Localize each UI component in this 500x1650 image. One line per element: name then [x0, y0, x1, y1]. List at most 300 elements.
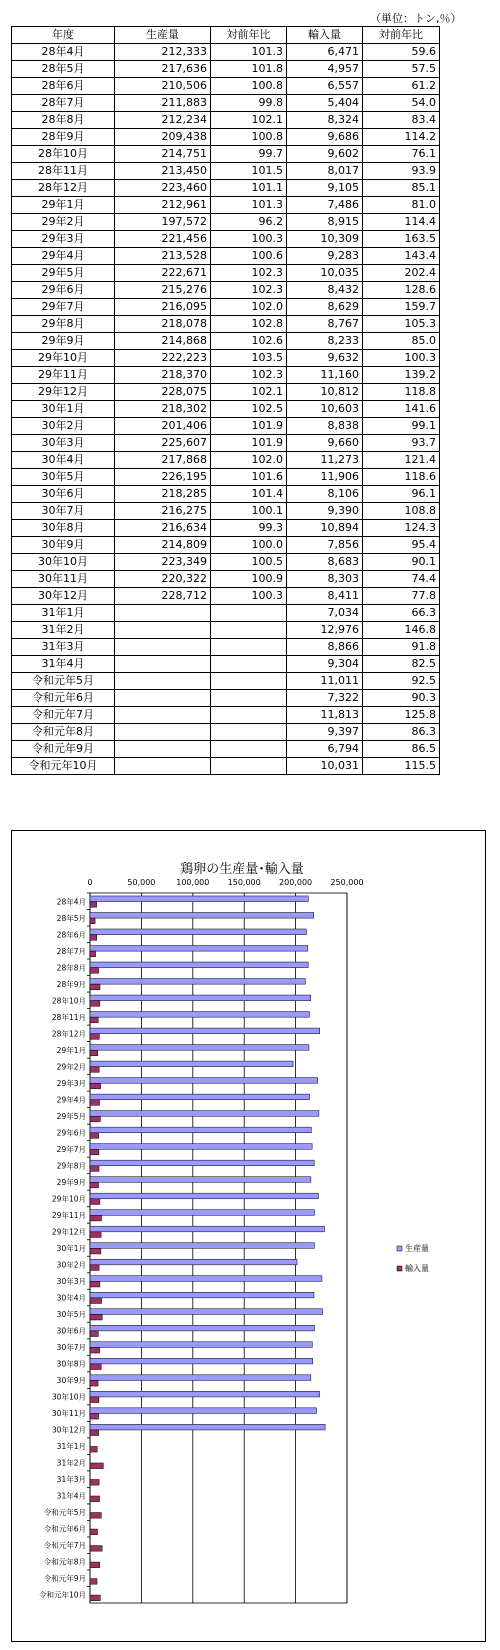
cell-import-yoy: 54.0	[363, 95, 440, 112]
cell-period: 29年11月	[12, 367, 115, 384]
cell-import: 8,683	[287, 554, 363, 571]
cell-production	[115, 639, 211, 656]
data-table	[11, 26, 440, 775]
cell-production-yoy: 101.3	[211, 44, 287, 61]
cell-production-yoy: 100.5	[211, 554, 287, 571]
cell-production-yoy: 100.8	[211, 129, 287, 146]
bar-import	[90, 1496, 100, 1502]
cell-production: 216,275	[115, 503, 211, 520]
category-label: 28年4月	[56, 897, 86, 907]
cell-period: 令和元年9月	[12, 741, 115, 758]
legend-swatch	[397, 1266, 402, 1271]
table-row	[12, 707, 440, 724]
bar-import	[90, 1265, 99, 1271]
table-row	[12, 78, 440, 95]
cell-period: 30年4月	[12, 452, 115, 469]
cell-import: 8,233	[287, 333, 363, 350]
x-tick-label: 0	[87, 878, 93, 887]
cell-import: 10,894	[287, 520, 363, 537]
category-label: 29年3月	[56, 1078, 86, 1088]
cell-import: 10,309	[287, 231, 363, 248]
bar-production	[90, 929, 306, 935]
cell-production: 228,712	[115, 588, 211, 605]
cell-import: 8,866	[287, 639, 363, 656]
category-label: 28年10月	[51, 996, 86, 1006]
cell-production-yoy	[211, 707, 287, 724]
cell-production: 222,671	[115, 265, 211, 282]
cell-production	[115, 741, 211, 758]
cell-production	[115, 724, 211, 741]
category-label: 令和元年7月	[43, 1541, 86, 1551]
bar-production	[90, 1325, 314, 1331]
cell-production-yoy: 102.3	[211, 265, 287, 282]
cell-production: 222,223	[115, 350, 211, 367]
table-row	[12, 622, 440, 639]
cell-period: 30年5月	[12, 469, 115, 486]
bar-import	[90, 1397, 99, 1403]
table-row	[12, 741, 440, 758]
cell-import-yoy: 202.4	[363, 265, 440, 282]
bar-import	[90, 1001, 100, 1007]
cell-import: 8,106	[287, 486, 363, 503]
cell-production: 212,333	[115, 44, 211, 61]
header-import: 輸入量	[287, 27, 363, 44]
table-row	[12, 401, 440, 418]
cell-import-yoy: 81.0	[363, 197, 440, 214]
category-label: 令和元年9月	[43, 1574, 86, 1584]
bar-production	[90, 1144, 312, 1150]
bar-import	[90, 1579, 97, 1585]
bar-import	[90, 1562, 100, 1568]
table-row	[12, 61, 440, 78]
cell-import-yoy: 114.2	[363, 129, 440, 146]
cell-import: 11,273	[287, 452, 363, 469]
cell-import-yoy: 66.3	[363, 605, 440, 622]
cell-import: 11,813	[287, 707, 363, 724]
cell-import-yoy: 163.5	[363, 231, 440, 248]
cell-production: 218,370	[115, 367, 211, 384]
cell-import-yoy: 83.4	[363, 112, 440, 129]
cell-period: 令和元年8月	[12, 724, 115, 741]
cell-production: 218,078	[115, 316, 211, 333]
cell-period: 28年6月	[12, 78, 115, 95]
bar-production	[90, 1028, 320, 1034]
cell-production	[115, 605, 211, 622]
cell-import: 9,397	[287, 724, 363, 741]
bar-production	[90, 1078, 318, 1084]
category-label: 30年8月	[56, 1359, 86, 1369]
cell-period: 28年11月	[12, 163, 115, 180]
cell-production-yoy: 99.3	[211, 520, 287, 537]
category-label: 28年12月	[51, 1029, 86, 1039]
cell-period: 31年4月	[12, 656, 115, 673]
x-tick-label: 150,000	[227, 878, 261, 887]
cell-production: 226,195	[115, 469, 211, 486]
cell-import-yoy: 86.3	[363, 724, 440, 741]
bar-production	[90, 1177, 311, 1183]
cell-import: 8,767	[287, 316, 363, 333]
header-production: 生産量	[115, 27, 211, 44]
cell-import-yoy: 96.1	[363, 486, 440, 503]
cell-production: 214,751	[115, 146, 211, 163]
cell-production	[115, 656, 211, 673]
cell-period: 29年7月	[12, 299, 115, 316]
cell-production-yoy: 102.5	[211, 401, 287, 418]
cell-production-yoy	[211, 673, 287, 690]
cell-period: 29年9月	[12, 333, 115, 350]
bar-production	[90, 1358, 313, 1364]
table-row	[12, 265, 440, 282]
cell-import: 9,632	[287, 350, 363, 367]
cell-period: 31年2月	[12, 622, 115, 639]
bar-production	[90, 962, 308, 968]
bar-import	[90, 918, 95, 924]
cell-production-yoy: 102.3	[211, 282, 287, 299]
bar-import	[90, 1529, 98, 1535]
bar-import	[90, 1331, 98, 1337]
cell-production-yoy: 100.6	[211, 248, 287, 265]
cell-import-yoy: 95.4	[363, 537, 440, 554]
bar-import	[90, 1034, 99, 1040]
bar-production	[90, 1012, 309, 1018]
bar-import	[90, 1149, 99, 1155]
cell-import-yoy: 121.4	[363, 452, 440, 469]
bar-production	[90, 1375, 311, 1381]
table-row	[12, 384, 440, 401]
bar-chart	[12, 831, 485, 1641]
bar-import	[90, 968, 99, 974]
cell-period: 29年10月	[12, 350, 115, 367]
bar-import	[90, 1479, 99, 1485]
cell-production-yoy: 102.1	[211, 112, 287, 129]
table-row	[12, 435, 440, 452]
category-label: 29年9月	[56, 1177, 86, 1187]
cell-import: 8,303	[287, 571, 363, 588]
category-label: 30年6月	[56, 1326, 86, 1336]
cell-production-yoy: 100.3	[211, 588, 287, 605]
table-row	[12, 44, 440, 61]
y-axis-categories	[39, 893, 90, 1600]
bar-import	[90, 1595, 100, 1601]
cell-import: 12,976	[287, 622, 363, 639]
cell-import: 6,794	[287, 741, 363, 758]
cell-import-yoy: 61.2	[363, 78, 440, 95]
cell-production-yoy: 101.4	[211, 486, 287, 503]
cell-import-yoy: 93.7	[363, 435, 440, 452]
category-label: 29年7月	[56, 1144, 86, 1154]
cell-period: 30年11月	[12, 571, 115, 588]
cell-import-yoy: 99.1	[363, 418, 440, 435]
category-label: 29年4月	[56, 1095, 86, 1105]
cell-import: 7,034	[287, 605, 363, 622]
cell-production-yoy	[211, 605, 287, 622]
category-label: 30年12月	[51, 1425, 86, 1435]
cell-period: 28年9月	[12, 129, 115, 146]
cell-production: 213,450	[115, 163, 211, 180]
table-row	[12, 129, 440, 146]
cell-import-yoy: 85.0	[363, 333, 440, 350]
cell-production	[115, 758, 211, 775]
bar-import	[90, 951, 96, 957]
cell-production: 218,302	[115, 401, 211, 418]
cell-production: 223,349	[115, 554, 211, 571]
bar-import	[90, 1083, 101, 1089]
bar-production	[90, 1193, 318, 1199]
cell-import-yoy: 57.5	[363, 61, 440, 78]
table-row	[12, 503, 440, 520]
cell-period: 30年6月	[12, 486, 115, 503]
table-row	[12, 469, 440, 486]
bar-production	[90, 1259, 297, 1265]
category-label: 31年3月	[56, 1475, 86, 1485]
legend-label: 生産量	[405, 1244, 429, 1253]
cell-production: 217,868	[115, 452, 211, 469]
bar-import	[90, 1133, 99, 1139]
cell-import: 8,838	[287, 418, 363, 435]
cell-import: 10,035	[287, 265, 363, 282]
cell-import: 10,603	[287, 401, 363, 418]
bar-import	[90, 1215, 101, 1221]
bar-import	[90, 1430, 99, 1436]
table-row	[12, 605, 440, 622]
table-row	[12, 333, 440, 350]
cell-period: 令和元年5月	[12, 673, 115, 690]
category-label: 29年6月	[56, 1128, 86, 1138]
cell-production	[115, 707, 211, 724]
cell-import: 9,304	[287, 656, 363, 673]
bar-production	[90, 995, 311, 1001]
cell-import: 5,404	[287, 95, 363, 112]
cell-import-yoy: 108.8	[363, 503, 440, 520]
table-body	[12, 44, 440, 775]
cell-import-yoy: 118.6	[363, 469, 440, 486]
cell-production-yoy: 99.8	[211, 95, 287, 112]
cell-period: 30年9月	[12, 537, 115, 554]
cell-production: 212,961	[115, 197, 211, 214]
bar-production	[90, 1292, 314, 1298]
table-row	[12, 163, 440, 180]
cell-period: 令和元年6月	[12, 690, 115, 707]
bar-production	[90, 1094, 310, 1100]
bar-import	[90, 1413, 99, 1419]
cell-import: 11,160	[287, 367, 363, 384]
cell-production: 197,572	[115, 214, 211, 231]
cell-production-yoy: 101.1	[211, 180, 287, 197]
table-row	[12, 758, 440, 775]
cell-period: 28年8月	[12, 112, 115, 129]
table-row	[12, 571, 440, 588]
cell-import: 7,486	[287, 197, 363, 214]
cell-production	[115, 673, 211, 690]
category-label: 28年7月	[56, 946, 86, 956]
cell-production-yoy: 102.8	[211, 316, 287, 333]
legend-swatch	[397, 1246, 402, 1251]
category-label: 令和元年8月	[43, 1557, 86, 1567]
category-label: 28年11月	[51, 1012, 86, 1022]
category-label: 30年3月	[56, 1277, 86, 1287]
category-label: 令和元年10月	[38, 1590, 86, 1600]
category-label: 30年11月	[51, 1409, 86, 1419]
category-label: 31年1月	[56, 1442, 86, 1452]
cell-production	[115, 690, 211, 707]
cell-period: 28年5月	[12, 61, 115, 78]
table-row	[12, 197, 440, 214]
bar-production	[90, 1276, 322, 1282]
cell-production-yoy	[211, 622, 287, 639]
cell-production-yoy: 101.9	[211, 418, 287, 435]
bar-production	[90, 1210, 314, 1216]
cell-production-yoy	[211, 724, 287, 741]
cell-period: 29年6月	[12, 282, 115, 299]
cell-import-yoy: 128.6	[363, 282, 440, 299]
cell-production-yoy: 102.3	[211, 367, 287, 384]
cell-production: 214,809	[115, 537, 211, 554]
bar-production	[90, 946, 308, 952]
cell-production-yoy	[211, 656, 287, 673]
bar-import	[90, 984, 100, 990]
cell-production-yoy: 100.0	[211, 537, 287, 554]
cell-import: 11,906	[287, 469, 363, 486]
table-row	[12, 231, 440, 248]
cell-period: 30年3月	[12, 435, 115, 452]
bar-import	[90, 1314, 102, 1320]
x-tick-label: 100,000	[176, 878, 210, 887]
category-label: 28年6月	[56, 930, 86, 940]
bar-import	[90, 1182, 98, 1188]
bar-import	[90, 1017, 98, 1023]
bar-production	[90, 912, 314, 918]
category-label: 28年9月	[56, 979, 86, 989]
cell-import-yoy: 141.6	[363, 401, 440, 418]
bar-import	[90, 1116, 100, 1122]
cell-import: 8,324	[287, 112, 363, 129]
bar-production	[90, 1045, 309, 1051]
cell-production-yoy: 103.5	[211, 350, 287, 367]
bar-production	[90, 1424, 325, 1430]
category-label: 30年2月	[56, 1260, 86, 1270]
cell-period: 28年10月	[12, 146, 115, 163]
cell-production-yoy: 101.5	[211, 163, 287, 180]
cell-period: 31年1月	[12, 605, 115, 622]
cell-production-yoy: 99.7	[211, 146, 287, 163]
bar-production	[90, 1342, 312, 1348]
cell-period: 31年3月	[12, 639, 115, 656]
category-label: 30年5月	[56, 1310, 86, 1320]
cell-import-yoy: 124.3	[363, 520, 440, 537]
table-row	[12, 690, 440, 707]
cell-production: 225,607	[115, 435, 211, 452]
cell-period: 29年1月	[12, 197, 115, 214]
bar-production	[90, 1243, 314, 1249]
cell-import: 10,812	[287, 384, 363, 401]
cell-import-yoy: 90.3	[363, 690, 440, 707]
cell-production-yoy	[211, 758, 287, 775]
cell-import: 8,411	[287, 588, 363, 605]
table-row	[12, 452, 440, 469]
table-row	[12, 299, 440, 316]
cell-production: 201,406	[115, 418, 211, 435]
category-label: 30年10月	[51, 1392, 86, 1402]
category-label: 令和元年6月	[43, 1524, 86, 1534]
table-row	[12, 724, 440, 741]
cell-import: 6,471	[287, 44, 363, 61]
cell-import-yoy: 139.2	[363, 367, 440, 384]
cell-import-yoy: 146.8	[363, 622, 440, 639]
category-label: 30年7月	[56, 1343, 86, 1353]
cell-production-yoy: 102.1	[211, 384, 287, 401]
cell-import-yoy: 118.8	[363, 384, 440, 401]
category-label: 30年1月	[56, 1244, 86, 1253]
cell-production: 216,095	[115, 299, 211, 316]
cell-import-yoy: 115.5	[363, 758, 440, 775]
bar-production	[90, 1127, 311, 1133]
cell-production: 218,285	[115, 486, 211, 503]
table-row	[12, 656, 440, 673]
category-label: 29年8月	[56, 1161, 86, 1171]
cell-production: 213,528	[115, 248, 211, 265]
cell-import-yoy: 90.1	[363, 554, 440, 571]
cell-period: 29年12月	[12, 384, 115, 401]
cell-production: 209,438	[115, 129, 211, 146]
cell-period: 30年7月	[12, 503, 115, 520]
category-label: 28年8月	[56, 963, 86, 973]
bar-import	[90, 1232, 101, 1238]
cell-import-yoy: 93.9	[363, 163, 440, 180]
cell-production-yoy: 101.6	[211, 469, 287, 486]
bar-import	[90, 1463, 103, 1469]
table-row	[12, 588, 440, 605]
chart-panel	[11, 830, 486, 1642]
cell-import: 6,557	[287, 78, 363, 95]
table-row	[12, 367, 440, 384]
table-row	[12, 486, 440, 503]
unit-label: （単位：トン,％）	[370, 12, 462, 25]
cell-import: 9,390	[287, 503, 363, 520]
cell-import: 9,105	[287, 180, 363, 197]
cell-period: 28年12月	[12, 180, 115, 197]
x-tick-label: 250,000	[330, 878, 364, 887]
cell-period: 29年5月	[12, 265, 115, 282]
table-row	[12, 146, 440, 163]
bar-import	[90, 1248, 101, 1254]
cell-import: 7,856	[287, 537, 363, 554]
cell-period: 28年7月	[12, 95, 115, 112]
cell-import-yoy: 125.8	[363, 707, 440, 724]
cell-import-yoy: 59.6	[363, 44, 440, 61]
cell-import-yoy: 114.4	[363, 214, 440, 231]
bar-import	[90, 902, 97, 908]
cell-production-yoy	[211, 639, 287, 656]
table-row	[12, 350, 440, 367]
table-row	[12, 673, 440, 690]
table-row	[12, 214, 440, 231]
table-row	[12, 248, 440, 265]
cell-production: 217,636	[115, 61, 211, 78]
cell-production-yoy: 102.0	[211, 452, 287, 469]
cell-production-yoy: 100.1	[211, 503, 287, 520]
cell-import: 8,017	[287, 163, 363, 180]
cell-import-yoy: 85.1	[363, 180, 440, 197]
x-tick-label: 50,000	[127, 878, 156, 887]
bar-import	[90, 1281, 100, 1287]
bar-production	[90, 1391, 320, 1397]
table-row	[12, 316, 440, 333]
chart-bars	[90, 896, 325, 1601]
table-row	[12, 180, 440, 197]
bar-production	[90, 896, 308, 902]
bar-production	[90, 1309, 323, 1315]
cell-production-yoy: 102.6	[211, 333, 287, 350]
